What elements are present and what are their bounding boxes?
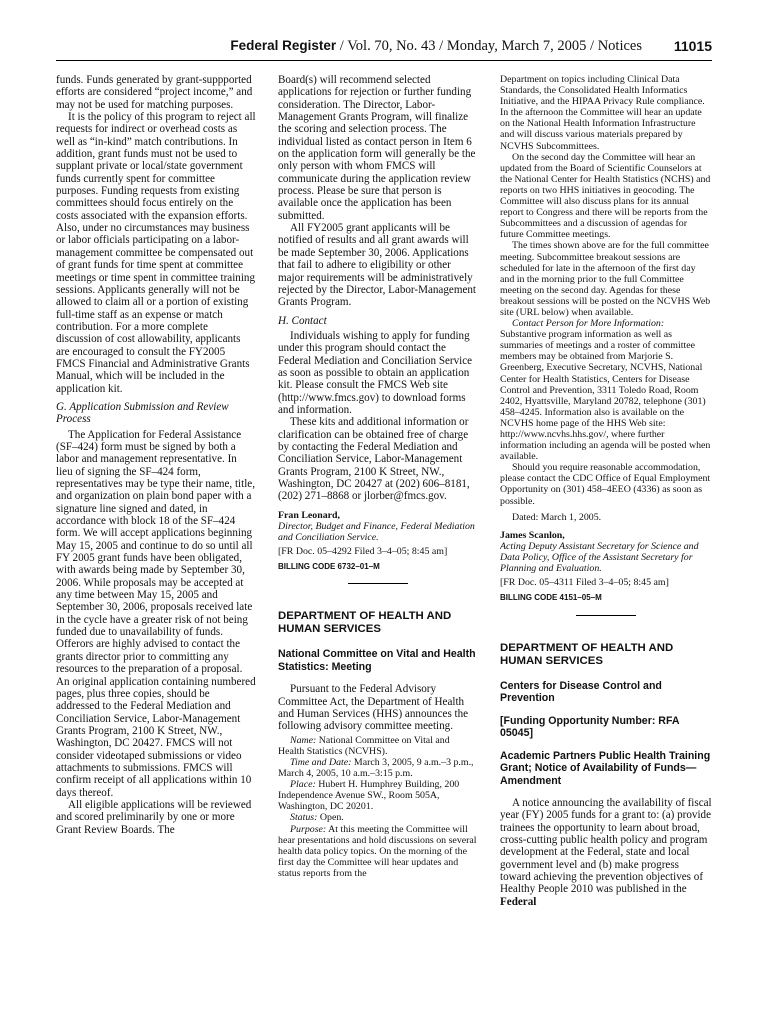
dated-line: Dated: March 1, 2005. [512,511,602,523]
paragraph: Individuals wishing to apply for funding under this program should contact the Federal Mediation and Conciliation Service as soon as possible to obtain an application kit. Please consult the FMCS Web site (http://www.fmcs.gov) to download forms and information. [278,329,473,416]
field-value: Open. [317,812,344,824]
notice-title: National Committee on Vital and Health Statistics: Meeting [278,648,476,673]
department-heading: DEPARTMENT OF HEALTH AND HUMAN SERVICES [500,641,674,667]
paragraph-end: Federal [500,895,537,908]
section-divider [348,583,408,584]
section-heading: G. Application Submission and Review Process [56,400,229,426]
fr-doc-line: [FR Doc. 05–4292 Filed 3–4–05; 8:45 am] [278,545,448,557]
billing-code: BILLING CODE 4151–05–M [500,593,602,603]
meeting-purpose [278,824,478,879]
issue-details: / Vol. 70, No. 43 / Monday, March 7, 2005 / Notices [336,38,642,54]
field-value: Hubert H. Humphrey Building, 200 Independence Avenue SW., Room 505A, Washington, DC 20201. [278,779,460,813]
meeting-place [278,779,478,812]
paragraph: These kits and additional information or clarification can be obtained free of charge by contacting the Federal Mediation and Conciliation Service, Labor-Management Grants Program, 2100 K Street, NW., Washington, DC 20427 at (202) 606–8181, (202) 271–8868 or jlorber@fmcs.gov. [278,416,470,503]
field-label: Purpose: [290,823,327,835]
header-title [230,38,642,55]
paragraph [500,797,712,908]
column-3 [500,74,712,1018]
signer-name: James Scanlon, [500,529,565,541]
page-header [56,38,712,60]
agency-name: Centers for Disease Control and Prevention [500,679,662,705]
notice-title: Academic Partners Public Health Training Grant; Notice of Availability of Funds—Amendment [500,749,711,787]
department-heading: DEPARTMENT OF HEALTH AND HUMAN SERVICES [278,610,452,636]
section-divider [576,615,636,616]
column-1 [56,74,256,1018]
field-value: March 3, 2005, 9 a.m.–3 p.m., March 4, 2005, 10 a.m.–3:15 p.m. [278,756,474,780]
field-label: Time and Date: [290,756,352,768]
field-value: At this meeting the Committee will hear presentations and hold discussions on several health data policy topics. On the morning of the first day the Committee will hear updates and status reports from the [278,823,477,879]
fr-doc-line: [FR Doc. 05–4311 Filed 3–4–05; 8:45 am] [500,577,669,589]
billing-code: BILLING CODE 6732–01–M [278,562,380,572]
paragraph: On the second day the Committee will hear an updated from the Board of Scientific Counselors at the National Center for Health Statistics (NCHS) and reports on two HHS initiatives in geocoding. The Committee will also discuss plans for its annual report to Congress and there will be reports from the Subcommittees and a discussion of agendas for future Committee meetings. [500,151,711,241]
column-2 [278,74,478,1018]
paragraph: The Application for Federal Assistance (SF–424) form must be signed by both a labor and management representative. In lieu of signing the SF–424 form, representatives may be type their name, title, and organization on plain bond paper with a signature line signed and dated, in accordance with block 18 of the SF–424 form. We will accept applications beginning May 15, 2005 and continue to do so until all FY 2005 grant funds have been obligated, with awards being made by September 30, 2006. While proposals may be accepted at any time between May 15, 2005 and September 30, 2006, proposals received late in the cycle have a greater risk of not being funded due to unavailability of funds. Offerors are highly advised to contact the grants director prior to committing any resources to the preparation of a proposal. An original application containing numbered pages, plus three copies, should be addressed to the Federal Mediation and Conciliation Service, Labor-Management Grants Program, 2100 K Street, NW., Washington, DC 20427. FMCS will not consider videotaped submissions or video attachments to submissions. FMCS will confirm receipt of all applications within 10 days thereof. [56,428,256,799]
page-number: 11015 [673,38,712,54]
funding-number: [Funding Opportunity Number: RFA 05045] [500,714,680,740]
contact-label: Contact Person for More Information: [512,318,665,330]
paragraph: It is the policy of this program to reject all requests for indirect or overhead costs as well as “in-kind” match contributions. In addition, grant funds must not be used to supplant private or local/state government funds currently spent for committee purposes. Funding requests from existing committees should focus entirely on the costs associated with the expansion efforts. Also, under no circumstances may business or labor officials participating on a labor-management committee be compensated out of grant funds for time spent at committee meetings or time spent in committee training sessions. Applicants generally will not be allowed to claim all or a portion of existing full-time staff as an expense or match contribution. For a more complete discussion of cost allowability, applicants are encouraged to consult the FY2005 FMCS Financial and Administrative Grants Manual, which will be included in the application kit. [56,111,256,395]
paragraph-text: A notice announcing the availability of fiscal year (FY) 2005 funds for a grant to: (a) provide trainees the opportunity to learn about broad, cross-cutting public health policy and program development at the Federal, state and local government level and (b) make progress toward achieving the prevention objectives of Healthy People 2010 was published in the [500,797,712,896]
header-rule [56,60,712,61]
paragraph: The times shown above are for the full committee meeting. Subcommittee breakout sessions are scheduled for late in the afternoon of the first day and in the morning prior to the full Committee meeting on the second day. Agendas for these breakout sessions will be posted on the NCVHS Web site (URL below) when available. [500,240,711,318]
signer-name: Fran Leonard, [278,509,340,521]
paragraph: funds. Funds generated by grant-suppported efforts are considered “project income,” and may not be used for matching purposes. [56,74,253,111]
paragraph: All eligible applications will be reviewed and scored preliminarily by one or more Grant Review Boards. The [56,798,252,836]
section-heading: H. Contact [278,314,327,327]
paragraph: Substantive program information as well as summaries of meetings and a roster of committee members may be obtained from Marjorie S. Greenberg, Executive Secretary, NCVHS, National Center for Health Statistics, Centers for Disease Control and Prevention, 3311 Toledo Road, Room 2402, Hyattsville, Maryland 20782, telephone (301) 458–4245. Information also is available on the NCVHS home page of the HHS Web site: http://www.ncvhs.hhs.gov/, where further information including an agenda will be posted when available. [500,329,711,463]
paragraph: Should you require reasonable accommodation, please contact the CDC Office of Equal Employment Opportunity on (301) 458–4EEO (4336) as soon as possible. [500,462,711,507]
meeting-status [278,812,478,823]
field-label: Place: [290,779,316,791]
journal-name: Federal Register [230,38,337,53]
paragraph: All FY2005 grant applicants will be notified of results and all grant awards will be made September 30, 2006. Applications that fail to adhere to eligibility or other major requirements will be administratively rejected by the Director, Labor-Management Grants Program. [278,222,477,309]
meeting-name [278,735,478,757]
field-label: Name: [290,734,317,746]
field-label: Status: [290,812,318,824]
signer-title: Director, Budget and Finance, Federal Mediation and Conciliation Service. [278,520,475,543]
signer-title: Acting Deputy Assistant Secretary for Science and Data Policy, Office of the Assistant Secretary for Planning and Evaluation. [500,540,699,575]
paragraph: Board(s) will recommend selected applications for rejection or further funding consideration. The Director, Labor-Management Grants Program, will finalize the scoring and selection process. The individual listed as contact person in Item 6 on the application form will generally be the only person with whom FMCS will communicate during the application review process. Please be sure that person is available once the application has been submitted. [278,74,476,222]
paragraph: Department on topics including Clinical Data Standards, the Consolidated Health Informatics Initiative, and the HIPAA Privacy Rule compliance. In the afternoon the Committee will hear an update on the National Health Information Infrastructure and will discuss various materials prepared by NCVHS Subcommittees. [500,74,705,152]
paragraph: Pursuant to the Federal Advisory Committee Act, the Department of Health and Human Services (HHS) announces the following advisory committee meeting. [278,683,469,733]
meeting-time [278,757,478,779]
field-value: National Committee on Vital and Health Statistics (NCVHS). [278,734,450,757]
